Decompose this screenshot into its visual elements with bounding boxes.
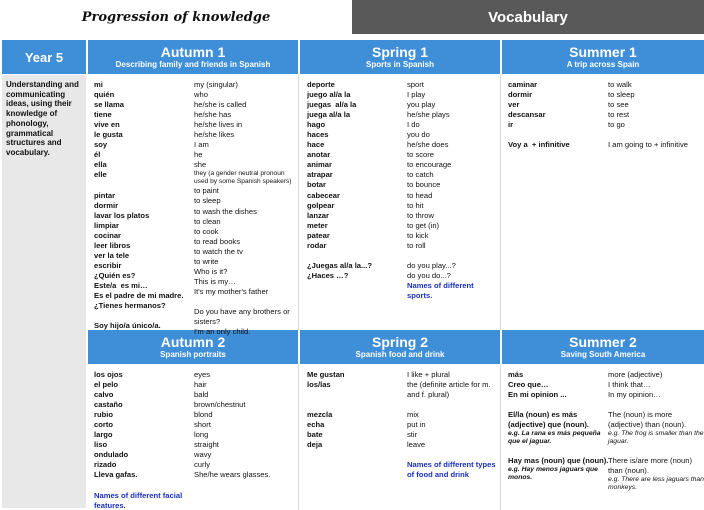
vocab-entry xyxy=(94,311,194,321)
vocab-entry xyxy=(608,446,704,456)
term-subtitle: Spanish food and drink xyxy=(355,350,445,359)
vocab-entry: to clean xyxy=(194,216,221,226)
vocab-entry: Creo que… xyxy=(508,380,549,390)
vocab-entry: they (a gender neutral pronoun used by some Spanish speakers) xyxy=(194,170,292,186)
vocab-entry: bald xyxy=(194,390,209,400)
summer1-cell xyxy=(502,75,704,330)
vocab-entry: In my opinion… xyxy=(608,390,661,400)
vocab-entry: ella xyxy=(94,160,107,170)
vocab-entry xyxy=(307,390,403,400)
vocab-entry: I am going to + infinitive xyxy=(608,140,688,150)
vocab-entry: he/she has xyxy=(194,110,232,120)
vocab-entry: tiene xyxy=(94,110,112,120)
vocab-entry: to rest xyxy=(608,110,630,120)
vocab-entry: e.g. There are less jaguars than monkeys. xyxy=(608,476,704,492)
vocab-entry: mezcla xyxy=(307,410,333,420)
vocab-entry: to hit xyxy=(407,200,424,210)
vocab-entry: she xyxy=(194,160,207,170)
term-title: Summer 1 xyxy=(569,44,637,60)
vocab-entry: who xyxy=(194,90,208,100)
vocab-entry: él xyxy=(94,150,101,160)
spring1-spanish-list xyxy=(307,80,403,281)
vocab-entry: my (singular) xyxy=(194,80,238,89)
vocab-entry: Lleva gafas. xyxy=(94,470,138,480)
vocab-entry: to kick xyxy=(407,230,429,240)
vocab-entry: meter xyxy=(307,220,328,230)
term-title: Spring 2 xyxy=(371,334,428,350)
vocab-entry: corto xyxy=(94,420,113,430)
vocab-entry: straight xyxy=(194,440,219,450)
vocab-entry: Hay mas (noun) que (noun). xyxy=(508,456,609,466)
vocab-entry: leer libros xyxy=(94,240,131,250)
vocab-entry: to sleep xyxy=(608,90,635,100)
vocab-entry: golpear xyxy=(307,200,335,210)
vocab-entry: to throw xyxy=(407,210,435,220)
year-label: Year 5 xyxy=(2,40,86,74)
vocab-entry: to catch xyxy=(407,170,434,180)
vocab-entry: Es el padre de mi madre. xyxy=(94,290,184,300)
vocab-entry: ¿Juegas al/a la...? xyxy=(307,260,372,270)
vocab-entry: soy xyxy=(94,140,108,150)
vocab-entry: to watch the tv xyxy=(194,246,243,256)
vocab-entry: curly xyxy=(194,460,211,470)
vocab-entry: elle xyxy=(94,170,107,180)
vocab-entry: los ojos xyxy=(94,370,123,379)
vocab-entry: to score xyxy=(407,150,435,160)
vocab-entry: to bounce xyxy=(407,180,441,190)
vocab-entry: ¿Haces …? xyxy=(307,270,349,280)
vocab-entry: ¿Quién es? xyxy=(94,270,136,280)
vocab-entry: más xyxy=(508,370,524,379)
vocab-entry: hago xyxy=(307,120,326,130)
vocab-entry: he/she does xyxy=(407,140,449,150)
vocab-entry xyxy=(407,400,499,410)
vocab-entry: patear xyxy=(307,230,330,240)
vocab-entry: to cook xyxy=(194,226,219,236)
vocab-entry: Names of different types of food and drink xyxy=(407,460,496,480)
vocab-entry: e.g. La rana es más pequeña que el jaguar. xyxy=(508,430,601,446)
vocab-entry: deporte xyxy=(307,80,335,89)
autumn1-english-list xyxy=(194,80,298,337)
vocab-entry: juego al/a la xyxy=(307,90,351,100)
vocab-entry: blond xyxy=(194,410,213,420)
vocab-entry: It's my mother's father xyxy=(194,286,269,296)
vocab-entry: I do xyxy=(407,120,420,130)
vocab-entry: castaño xyxy=(94,400,123,410)
vocab-entry: he xyxy=(194,150,203,160)
vocab-entry: to get (in) xyxy=(407,220,440,230)
vocab-entry: stir xyxy=(407,430,418,440)
vocab-entry: to encourage xyxy=(407,160,452,170)
vocab-entry: deja xyxy=(307,440,323,450)
vocab-entry xyxy=(508,446,604,456)
vocab-entry: bate xyxy=(307,430,323,440)
vocab-entry: Me gustan xyxy=(307,370,345,379)
vocab-entry: cocinar xyxy=(94,230,122,240)
vocab-entry: do you do...? xyxy=(407,270,451,280)
vocab-entry: to go xyxy=(608,120,625,130)
vocab-entry: I like + plural xyxy=(407,370,450,379)
vocab-entry: I am xyxy=(194,140,209,150)
vocab-entry: le gusta xyxy=(94,130,123,140)
vocab-entry: El/la (noun) es más (adjective) que (noun). xyxy=(508,410,590,430)
vocab-entry: haces xyxy=(307,130,329,140)
vocab-entry xyxy=(307,251,403,261)
term-title: Summer 2 xyxy=(569,334,637,350)
vocabulary-title: Vocabulary xyxy=(352,0,704,34)
vocab-entry: more (adjective) xyxy=(608,370,663,379)
vocab-entry: This is my… xyxy=(194,276,236,286)
vocab-entry: juegas al/a la xyxy=(307,100,357,110)
divider xyxy=(298,75,299,330)
vocab-entry: he/she is called xyxy=(194,100,247,110)
vocab-entry: anotar xyxy=(307,150,331,160)
vocab-entry: cabecear xyxy=(307,190,340,200)
vocab-entry: descansar xyxy=(508,110,546,120)
spring1-english-list xyxy=(407,80,499,301)
vocab-entry: ¿Tienes hermanos? xyxy=(94,301,166,311)
vocab-entry: quién xyxy=(94,90,115,100)
term-header-summer1 xyxy=(502,40,704,74)
spring2-cell xyxy=(300,365,500,510)
spring2-english-list xyxy=(407,370,499,481)
vocab-entry xyxy=(508,400,604,410)
autumn1-spanish-list xyxy=(94,80,194,331)
vocab-entry xyxy=(608,130,704,140)
term-header-autumn1 xyxy=(88,40,298,74)
vocab-entry: Este/a es mi… xyxy=(94,280,148,290)
vocab-entry xyxy=(194,297,298,307)
vocab-entry: ver la tele xyxy=(94,250,130,260)
vocab-entry: to wash the dishes xyxy=(194,206,257,216)
term-subtitle: Saving South America xyxy=(560,350,646,359)
vocab-entry: atrapar xyxy=(307,170,333,180)
vocab-entry: botar xyxy=(307,180,326,190)
vocab-entry: dormir xyxy=(508,90,533,100)
vocab-entry: los/las xyxy=(307,380,331,390)
divider xyxy=(500,75,501,330)
vocab-entry: long xyxy=(194,430,209,440)
vocab-entry: limpiar xyxy=(94,220,119,230)
vocab-entry: eyes xyxy=(194,370,211,379)
vocab-entry: Soy hijo/a único/a. xyxy=(94,321,161,331)
vocab-entry: the (definite article for m. and f. plural) xyxy=(407,380,491,400)
divider xyxy=(298,365,299,510)
term-header-spring1 xyxy=(300,40,500,74)
vocab-entry: se llama xyxy=(94,100,124,110)
vocab-entry xyxy=(508,130,608,140)
vocab-entry: animar xyxy=(307,160,332,170)
vocab-entry: rubio xyxy=(94,410,113,420)
vocab-entry xyxy=(407,251,499,261)
vocab-entry xyxy=(94,180,194,190)
vocab-entry: caminar xyxy=(508,80,538,89)
vocab-entry: I play xyxy=(407,90,426,100)
vocab-entry: rodar xyxy=(307,240,327,250)
vocab-entry: to paint xyxy=(194,186,219,196)
autumn1-cell xyxy=(88,75,298,337)
vocab-entry: ver xyxy=(508,100,520,110)
vocab-entry: juega al/a la xyxy=(307,110,351,120)
vocab-entry: you play xyxy=(407,100,436,110)
vocab-entry: put in xyxy=(407,420,426,430)
vocab-entry: sport xyxy=(407,80,424,89)
vocab-entry: lavar los platos xyxy=(94,210,150,220)
vocab-entry: mi xyxy=(94,80,103,89)
autumn2-cell xyxy=(88,365,298,510)
vocab-entry: calvo xyxy=(94,390,114,400)
vocab-entry: I think that… xyxy=(608,380,651,390)
vocab-entry: e.g. Hay menos jaguars que monos. xyxy=(508,466,598,482)
term-header-spring2 xyxy=(300,330,500,364)
vocab-entry: ir xyxy=(508,120,514,130)
vocab-entry xyxy=(307,400,403,410)
divider xyxy=(500,365,501,510)
spring2-spanish-list xyxy=(307,370,403,450)
vocab-entry: short xyxy=(194,420,211,430)
term-title: Autumn 1 xyxy=(160,44,226,60)
vocab-entry: vive en xyxy=(94,120,120,130)
term-subtitle: Spanish portraits xyxy=(160,350,226,359)
term-title: Autumn 2 xyxy=(160,334,226,350)
vocab-entry: to head xyxy=(407,190,433,200)
summer2-spanish-list xyxy=(508,370,609,482)
vocab-entry: to write xyxy=(194,256,219,266)
vocab-entry: pintar xyxy=(94,190,116,200)
term-subtitle: Describing family and friends in Spanish xyxy=(115,60,271,69)
vocab-entry: to walk xyxy=(608,80,632,89)
progression-title: Progression of knowledge xyxy=(0,0,352,34)
vocab-entry xyxy=(94,481,194,491)
vocab-entry: largo xyxy=(94,430,113,440)
vocab-entry: Names of different sports. xyxy=(407,280,474,300)
summer1-spanish-list xyxy=(508,80,608,150)
vocab-entry: to sleep xyxy=(194,196,221,206)
vocab-entry xyxy=(608,400,704,410)
autumn2-spanish-list xyxy=(94,370,194,510)
term-subtitle: A trip across Spain xyxy=(566,60,640,69)
vocab-entry: Who is it? xyxy=(194,266,228,276)
vocab-entry: wavy xyxy=(194,450,212,460)
vocab-entry: escribir xyxy=(94,260,122,270)
term-header-summer2 xyxy=(502,330,704,364)
vocab-entry: hace xyxy=(307,140,325,150)
vocab-entry: I'm an only child. xyxy=(194,327,251,337)
vocab-entry: Do you have any brothers or sisters? xyxy=(194,306,290,327)
vocab-entry: brown/chestnut xyxy=(194,400,246,410)
vocab-entry: She/he wears glasses. xyxy=(194,470,271,480)
spring1-cell xyxy=(300,75,500,330)
vocab-entry: to roll xyxy=(407,240,426,250)
vocab-entry: dormir xyxy=(94,200,119,210)
summer1-english-list xyxy=(608,80,704,150)
term-subtitle: Sports in Spanish xyxy=(365,60,434,69)
summer2-english-list xyxy=(608,370,704,492)
vocab-entry: ondulado xyxy=(94,450,129,460)
left-description: Understanding and communicating ideas, using their knowledge of phonology, grammatical structures and vocabulary. xyxy=(2,75,86,508)
vocab-entry: to see xyxy=(608,100,629,110)
vocab-entry: e.g. The frog is smaller than the jaguar. xyxy=(608,430,704,446)
vocab-entry: echa xyxy=(307,420,325,430)
vocab-entry: to read books xyxy=(194,236,241,246)
vocab-entry: he/she lives in xyxy=(194,120,243,130)
vocab-entry: Names of different facial features. xyxy=(94,490,183,510)
vocab-entry: rizado xyxy=(94,460,117,470)
vocab-entry: do you play...? xyxy=(407,260,456,270)
vocab-entry: leave xyxy=(407,440,426,450)
autumn2-english-list xyxy=(194,370,298,481)
vocab-entry: The (noun) is more (adjective) than (noun). xyxy=(608,410,687,430)
vocab-entry: liso xyxy=(94,440,108,450)
vocab-entry: There is/are more (noun) than (noun). xyxy=(608,456,692,476)
vocab-entry xyxy=(407,450,499,460)
term-title: Spring 1 xyxy=(371,44,428,60)
vocab-entry: mix xyxy=(407,410,419,420)
vocab-entry: he/she likes xyxy=(194,130,235,140)
summer2-cell xyxy=(502,365,704,510)
vocab-entry: hair xyxy=(194,380,207,390)
vocab-entry: you do xyxy=(407,130,430,140)
vocab-entry: he/she plays xyxy=(407,110,450,120)
vocab-entry: el pelo xyxy=(94,380,119,390)
vocab-entry: Voy a + infinitive xyxy=(508,140,570,150)
vocab-entry: En mi opinion ... xyxy=(508,390,567,400)
vocab-entry: lanzar xyxy=(307,210,329,220)
